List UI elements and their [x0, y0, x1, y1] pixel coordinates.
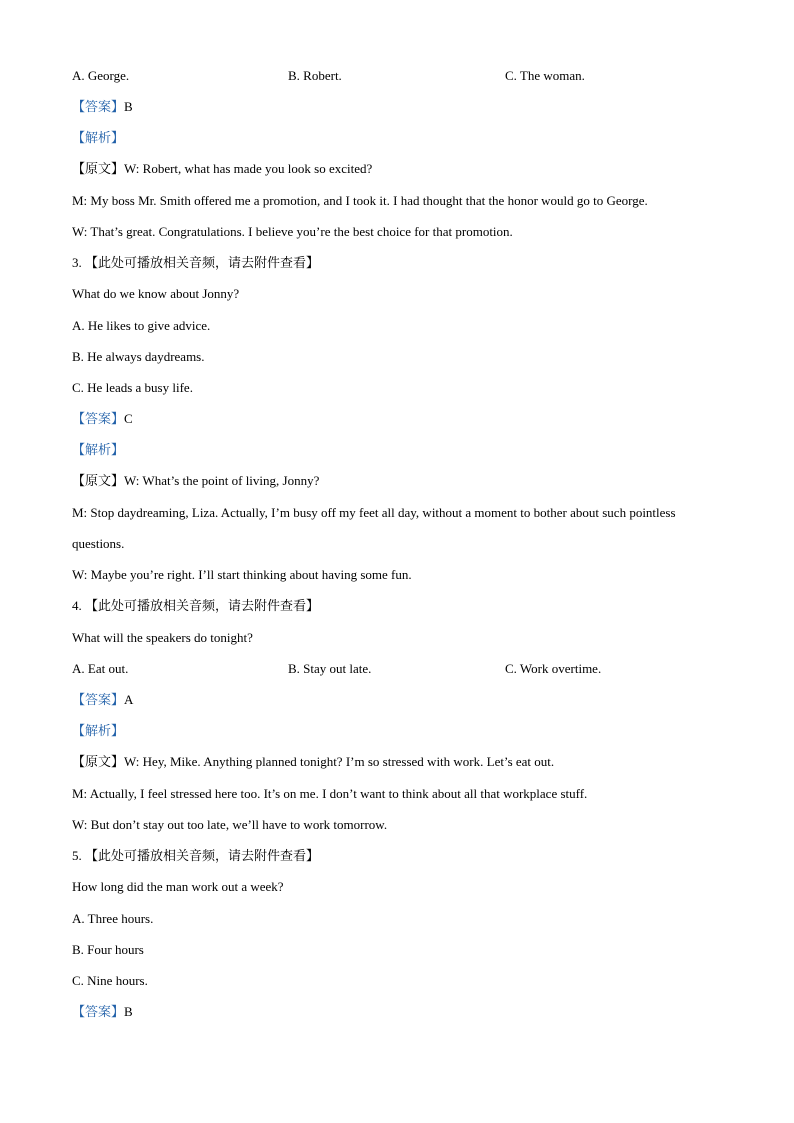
analysis-label: 【解析】: [72, 443, 125, 458]
q5-answer: [72, 1003, 133, 1022]
q5-option-b: B. Four hours: [72, 942, 144, 957]
answer-value: A: [124, 692, 134, 707]
q2-analysis: [72, 129, 124, 148]
q3-option-c: C. He leads a busy life.: [72, 380, 193, 395]
question-number: 5.: [72, 848, 82, 863]
q4-option-c: C. Work overtime.: [505, 661, 602, 676]
q2-answer: [72, 98, 133, 117]
q4-header: [72, 597, 319, 616]
transcript-label: 【原文】: [72, 474, 125, 489]
q2-transcript-line: [72, 160, 372, 179]
q3-header: [72, 254, 319, 273]
q3-transcript-line: questions.: [72, 536, 125, 551]
q4-answer: [72, 691, 133, 710]
q4-transcript-line: [72, 753, 554, 772]
analysis-label: 【解析】: [72, 131, 125, 146]
q3-question: What do we know about Jonny?: [72, 286, 240, 301]
analysis-label: 【解析】: [72, 724, 125, 739]
q2-option-b: B. Robert.: [288, 68, 342, 83]
answer-label: 【答案】: [72, 1005, 125, 1020]
q2-transcript-line: W: That’s great. Congratulations. I believe you’re the best choice for that promotion.: [72, 224, 513, 239]
answer-value: C: [124, 411, 133, 426]
q5-option-a: A. Three hours.: [72, 911, 154, 926]
q2-option-c: C. The woman.: [505, 68, 585, 83]
q3-answer: [72, 410, 133, 429]
q5-option-c: C. Nine hours.: [72, 973, 148, 988]
q5-question: How long did the man work out a week?: [72, 879, 284, 894]
q5-header: [72, 847, 319, 866]
transcript-text: W: Robert, what has made you look so excited?: [124, 161, 373, 176]
question-number: 4.: [72, 598, 82, 613]
q3-analysis: [72, 441, 124, 460]
q3-transcript-line: M: Stop daydreaming, Liza. Actually, I’m busy off my feet all day, without a moment to bother about such pointless: [72, 505, 676, 520]
q4-question: What will the speakers do tonight?: [72, 630, 253, 645]
answer-value: B: [124, 1004, 133, 1019]
transcript-label: 【原文】: [72, 162, 125, 177]
answer-value: B: [124, 99, 133, 114]
question-number: 3.: [72, 255, 82, 270]
transcript-text: W: Hey, Mike. Anything planned tonight? I’m so stressed with work. Let’s eat out.: [124, 754, 555, 769]
q2-transcript-line: M: My boss Mr. Smith offered me a promotion, and I took it. I had thought that the honor would go to George.: [72, 193, 648, 208]
q2-option-a: A. George.: [72, 68, 130, 83]
transcript-label: 【原文】: [72, 755, 125, 770]
q4-transcript-line: M: Actually, I feel stressed here too. It’s on me. I don’t want to think about all that workplace stuff.: [72, 786, 588, 801]
q3-transcript-line: W: Maybe you’re right. I’ll start thinking about having some fun.: [72, 567, 412, 582]
q3-option-b: B. He always daydreams.: [72, 349, 205, 364]
answer-label: 【答案】: [72, 412, 125, 427]
q3-transcript-line: [72, 472, 319, 491]
answer-label: 【答案】: [72, 693, 125, 708]
audio-note: 【此处可播放相关音频，请去附件查看】: [85, 849, 320, 864]
audio-note: 【此处可播放相关音频，请去附件查看】: [85, 256, 320, 271]
q4-option-a: A. Eat out.: [72, 661, 129, 676]
q4-option-b: B. Stay out late.: [288, 661, 372, 676]
q4-analysis: [72, 722, 124, 741]
q3-option-a: A. He likes to give advice.: [72, 318, 211, 333]
answer-label: 【答案】: [72, 100, 125, 115]
q4-transcript-line: W: But don’t stay out too late, we’ll have to work tomorrow.: [72, 817, 388, 832]
audio-note: 【此处可播放相关音频，请去附件查看】: [85, 599, 320, 614]
transcript-text: W: What’s the point of living, Jonny?: [124, 473, 320, 488]
